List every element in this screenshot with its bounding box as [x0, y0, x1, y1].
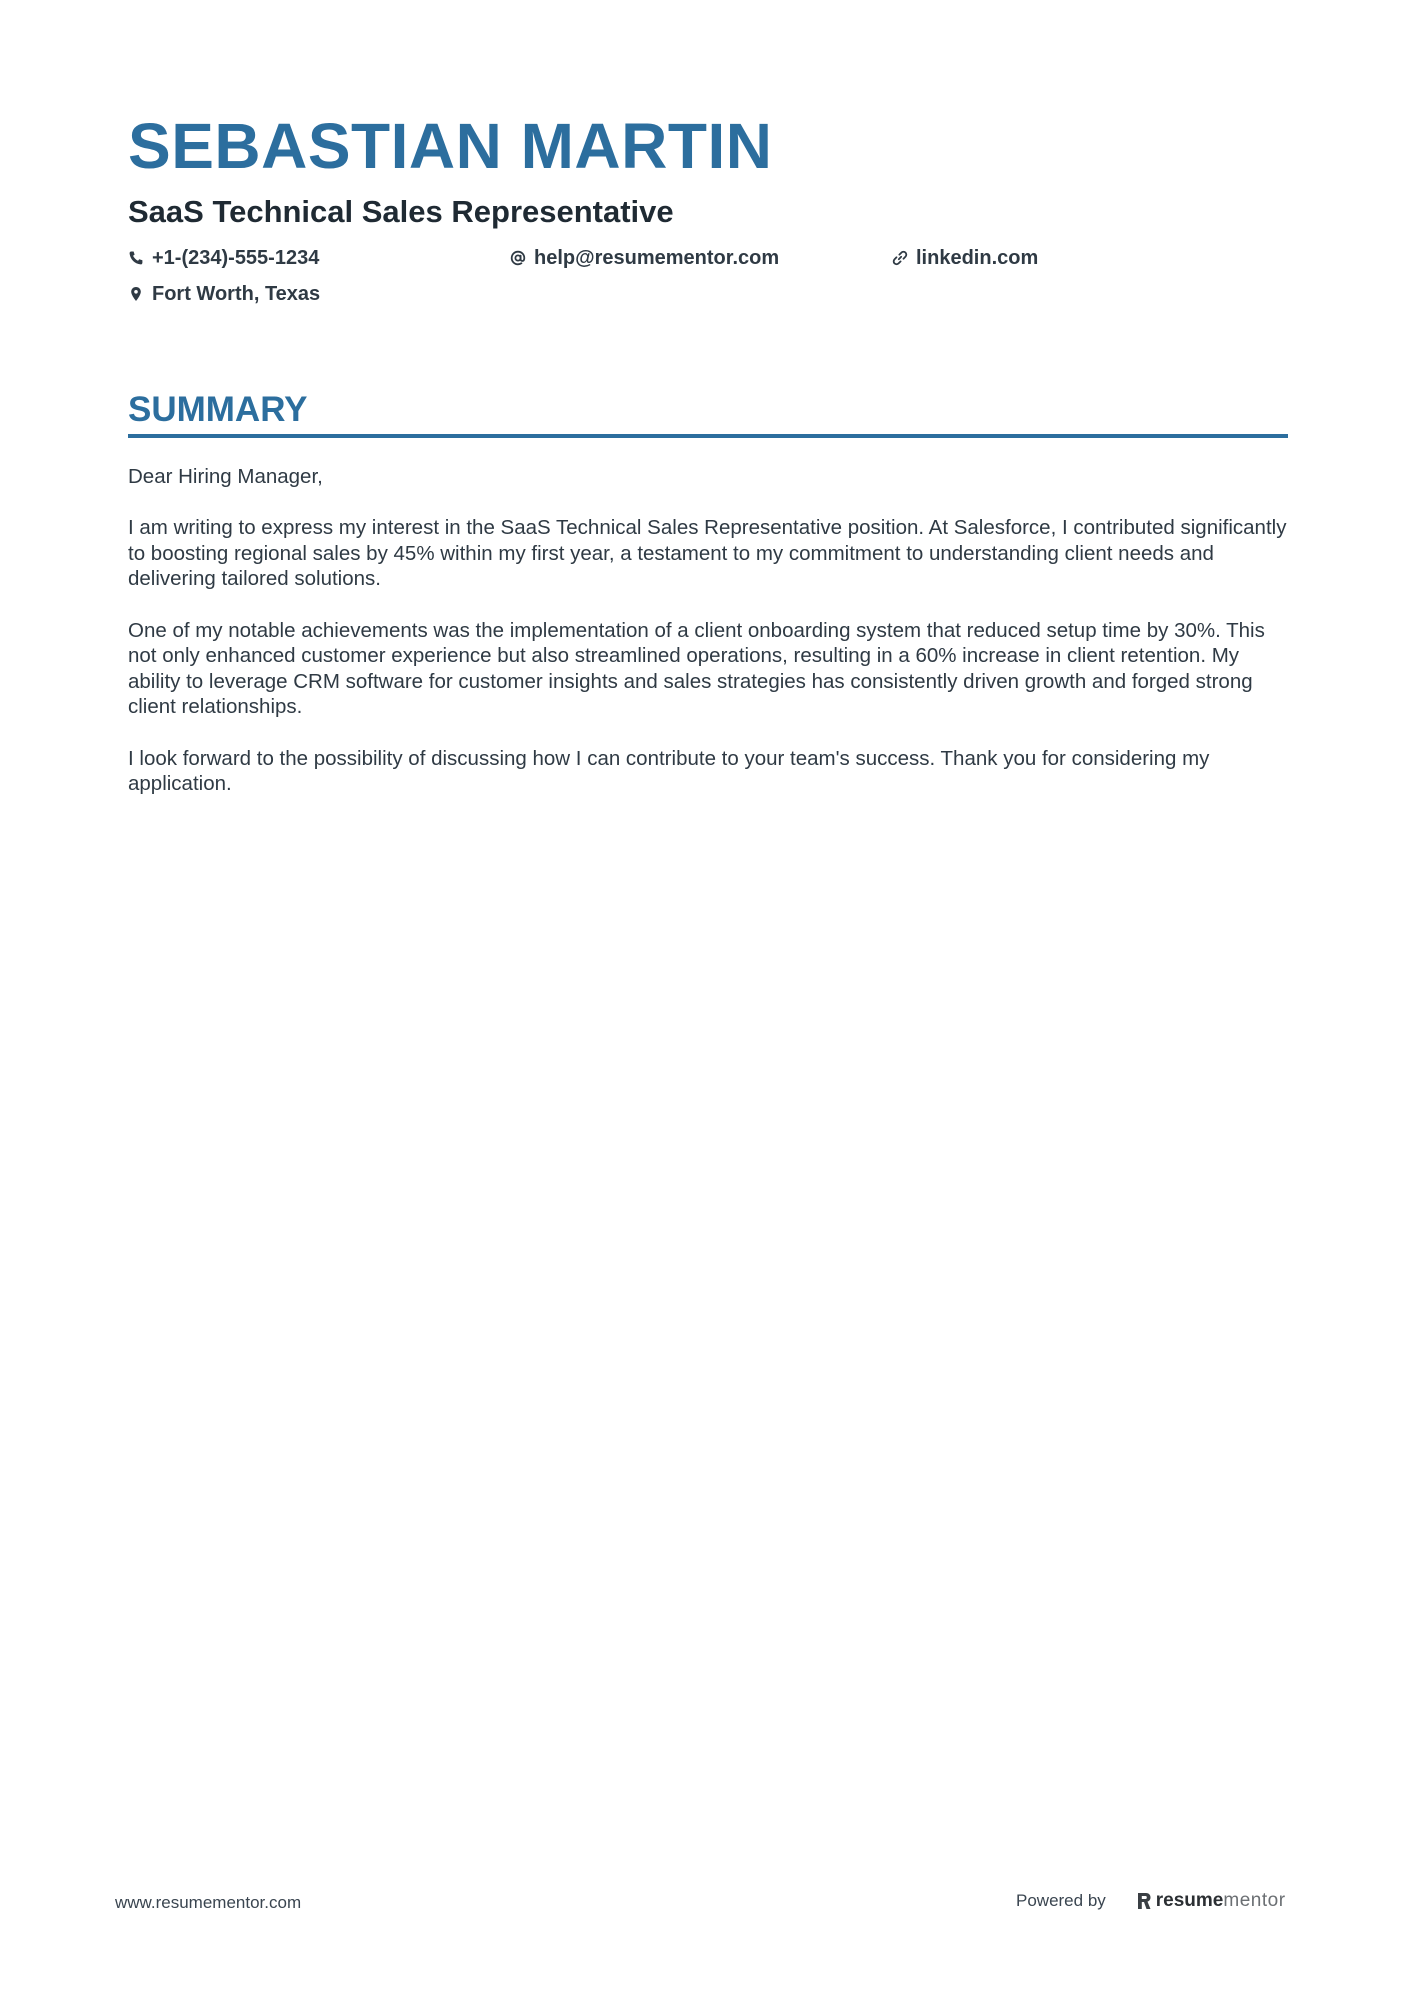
location-text: Fort Worth, Texas — [152, 282, 321, 305]
contact-info — [128, 244, 1288, 316]
contact-phone — [128, 244, 319, 272]
candidate-name: SEBASTIAN MARTIN — [128, 110, 773, 182]
link-icon — [892, 250, 908, 266]
resume-header — [128, 108, 1288, 316]
contact-link[interactable] — [892, 244, 1038, 272]
job-title: SaaS Technical Sales Representative — [128, 194, 674, 229]
summary-paragraph-3: I look forward to the possibility of discussing how I can contribute to your team's success. Thank you for considering my application. — [128, 746, 1210, 796]
at-icon — [510, 250, 526, 266]
powered-by-text: Powered by — [1016, 1891, 1106, 1910]
brand-text-resume: resume — [1155, 1890, 1224, 1911]
footer-website[interactable]: www.resumementor.com — [115, 1893, 302, 1912]
link-text: linkedin.com — [916, 246, 1039, 269]
contact-email[interactable] — [510, 244, 779, 272]
summary-paragraph-2: One of my notable achievements was the implementation of a client onboarding system that reduced setup time by 30%. This not only enhanced customer experience but also streamlined operations, resulting in a 60% increase in client retention. My ability to leverage CRM software for customer insights and sales strategies has consistently driven growth and forged strong client relationships. — [128, 618, 1265, 719]
section-divider — [128, 434, 1288, 438]
location-pin-icon — [128, 286, 144, 302]
brand-text-mentor: mentor — [1223, 1890, 1286, 1911]
footer-branding — [1016, 1888, 1286, 1914]
greeting: Dear Hiring Manager, — [128, 465, 323, 488]
phone-icon — [128, 250, 144, 266]
contact-location — [128, 280, 320, 308]
summary-heading: SUMMARY — [128, 390, 308, 429]
phone-text: +1-(234)-555-1234 — [152, 246, 320, 269]
summary-body — [128, 464, 1288, 797]
brand-mark-icon — [1136, 1891, 1152, 1911]
brand-logo[interactable] — [1136, 1890, 1286, 1912]
summary-paragraph-1: I am writing to express my interest in the SaaS Technical Sales Representative position. At Salesforce, I contributed significantly to boosting regional sales by 45% within my first year, a testament to my commitment to understanding client needs and delivering tailored solutions. — [128, 516, 1287, 591]
email-text: help@resumementor.com — [534, 246, 780, 269]
summary-section — [128, 388, 1288, 822]
